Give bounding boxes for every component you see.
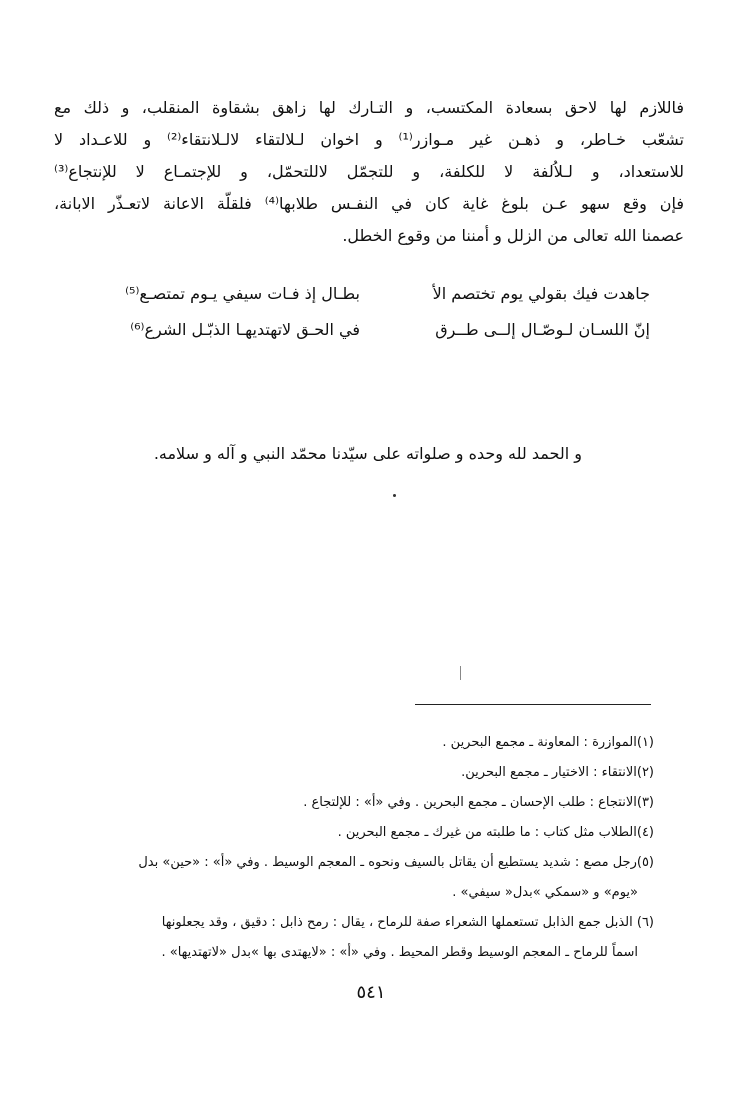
footnote: (٤)الطلاب مثل كتاب : ما طلبته من غيرك ـ مجمع البحرين . (337, 825, 654, 840)
footnote: (٦) الذبل جمع الذابل تستعملها الشعراء صفة للرماح ، يقال : رمح ذابل : دقيق ، وقد يجعلونها (161, 915, 654, 930)
footnote-separator (415, 704, 651, 705)
verse (90, 276, 650, 312)
verse (90, 312, 650, 348)
verse-first-hemistich: جاهدت فيك بقولي يوم تختصم الأ (432, 284, 650, 303)
paragraph-line: عصمنا الله تعالى من الزلل و أمننا من وقوع الخطل. (342, 226, 684, 245)
footnote-continuation: اسماً للرماح ـ المعجم الوسيط وقطر المحيط . وفي «أ» : «لايهتدى بها »بدل «لاتهتديها» . (161, 945, 638, 960)
footnote: (٥)رجل مصع : شديد يستطيع أن يقاتل بالسيف ونحوه ـ المعجم الوسيط . وفي «أ» : «حين» بدل (138, 855, 654, 870)
verse-first-hemistich: إنّ اللسـان لـوصّـال إلــى طــرق (435, 320, 650, 339)
footnote: (٢)الانتقاء : الاختيار ـ مجمع البحرين. (461, 765, 654, 780)
paragraph-line: فاللازم لها لاحق بسعادة المكتسب، و التـارك لها زاهق بشقاوة المنقلب، و ذلك مع (54, 98, 684, 117)
main-paragraph (54, 92, 684, 252)
footnote: (٣)الانتجاع : طلب الإحسان ـ مجمع البحرين . وفي «أ» : للإلتجاع . (303, 795, 654, 810)
decorative-mark (460, 666, 461, 680)
verse-second-hemistich: في الحـق لاتهتديهـا الذبّـل الشرع⁽⁶⁾ (130, 320, 360, 339)
paragraph-line: تشعّب خـاطر، و ذهـن غير مـوازر⁽¹⁾ و اخوان لـلالتقاء لالـلانتقاء⁽²⁾ و للاعـداد لا (54, 130, 684, 149)
paragraph-line: فإن وقع سهو عـن بلوغ غاية كان في النفـس طلابها⁽⁴⁾ فلقلّة الاعانة لاتعـذّر الابانة، (54, 194, 685, 213)
footnote: (١)الموازرة : المعاونة ـ مجمع البحرين . (442, 735, 654, 750)
closing-line: و الحمد لله وحده و صلواته على سيّدنا محمّد النبي و آله و سلامه. (153, 444, 582, 463)
paragraph-line: للاستعداد، و لـلاُلفة لا للكلفة، و للتجمّل لاللتحمّل، و للإجتمـاع لا للإنتجاع⁽³⁾ (54, 162, 684, 181)
poem-verses (90, 276, 650, 348)
footnote-continuation: «يوم» و «سمكي »بدل« سيفي» . (452, 885, 638, 900)
footnotes (72, 728, 654, 968)
decorative-dot (393, 494, 396, 497)
verse-second-hemistich: بطـال إذ فـات سيفي يـوم تمتصـع⁽⁵⁾ (125, 284, 360, 303)
page-number: ٥٤١ (356, 982, 386, 1003)
